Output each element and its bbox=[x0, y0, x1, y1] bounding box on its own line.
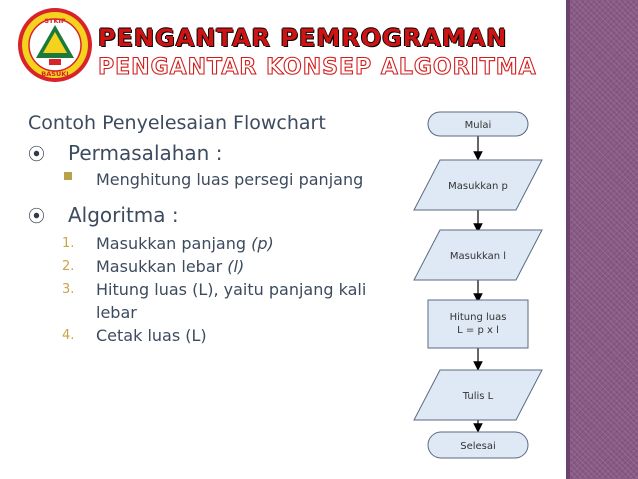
flow-input-p-label: Masukkan p bbox=[448, 181, 508, 192]
page-subtitle: PENGANTAR KONSEP ALGORITMA bbox=[98, 55, 537, 80]
algorithm-step bbox=[28, 324, 398, 347]
problem-row bbox=[28, 138, 398, 168]
decorative-side-stripe bbox=[570, 0, 638, 479]
algorithm-label: Algoritma : bbox=[68, 203, 179, 227]
flow-process-label-line1: Hitung luas bbox=[449, 312, 507, 323]
logo-text-bottom: BASUKI bbox=[41, 70, 69, 78]
page-title: PENGANTAR PEMROGRAMAN bbox=[98, 24, 508, 52]
flow-output-label: Tulis L bbox=[462, 391, 494, 402]
algorithm-step bbox=[28, 278, 398, 324]
flowchart bbox=[396, 104, 566, 468]
step-number: 4. bbox=[62, 328, 75, 343]
flow-end-label: Selesai bbox=[460, 441, 496, 452]
step-text: Hitung luas (L), yaitu panjang kali lebar bbox=[96, 280, 367, 322]
step-number: 3. bbox=[62, 282, 75, 297]
flow-process-box bbox=[428, 300, 528, 348]
circle-bullet-icon: ⦿ bbox=[28, 207, 45, 227]
institution-seal-icon bbox=[16, 6, 94, 84]
step-number: 1. bbox=[62, 236, 75, 251]
flow-process-label-line2: L = p x l bbox=[457, 325, 499, 336]
problem-item-text: Menghitung luas persegi panjang bbox=[96, 170, 364, 189]
decorative-stripe-edge bbox=[566, 0, 570, 479]
step-variable: (p) bbox=[251, 234, 274, 253]
step-text: Cetak luas (L) bbox=[96, 326, 207, 345]
logo-text-top: STKIP bbox=[44, 17, 66, 25]
circle-bullet-icon: ⦿ bbox=[28, 145, 45, 165]
flow-input-l-label: Masukkan l bbox=[449, 251, 507, 262]
problem-item bbox=[28, 168, 398, 192]
step-number: 2. bbox=[62, 259, 75, 274]
flow-start-label: Mulai bbox=[464, 120, 492, 131]
square-bullet-icon bbox=[64, 172, 72, 180]
problem-label: Permasalahan : bbox=[68, 141, 223, 165]
content-heading: Contoh Penyelesaian Flowchart bbox=[28, 112, 326, 134]
algorithm-step bbox=[28, 255, 398, 278]
step-text: Masukkan panjang bbox=[96, 234, 252, 253]
algorithm-step bbox=[28, 232, 398, 255]
slide-content bbox=[28, 108, 398, 347]
step-variable: (l) bbox=[227, 257, 245, 276]
algorithm-row bbox=[28, 200, 398, 230]
step-text: Masukkan lebar bbox=[96, 257, 228, 276]
